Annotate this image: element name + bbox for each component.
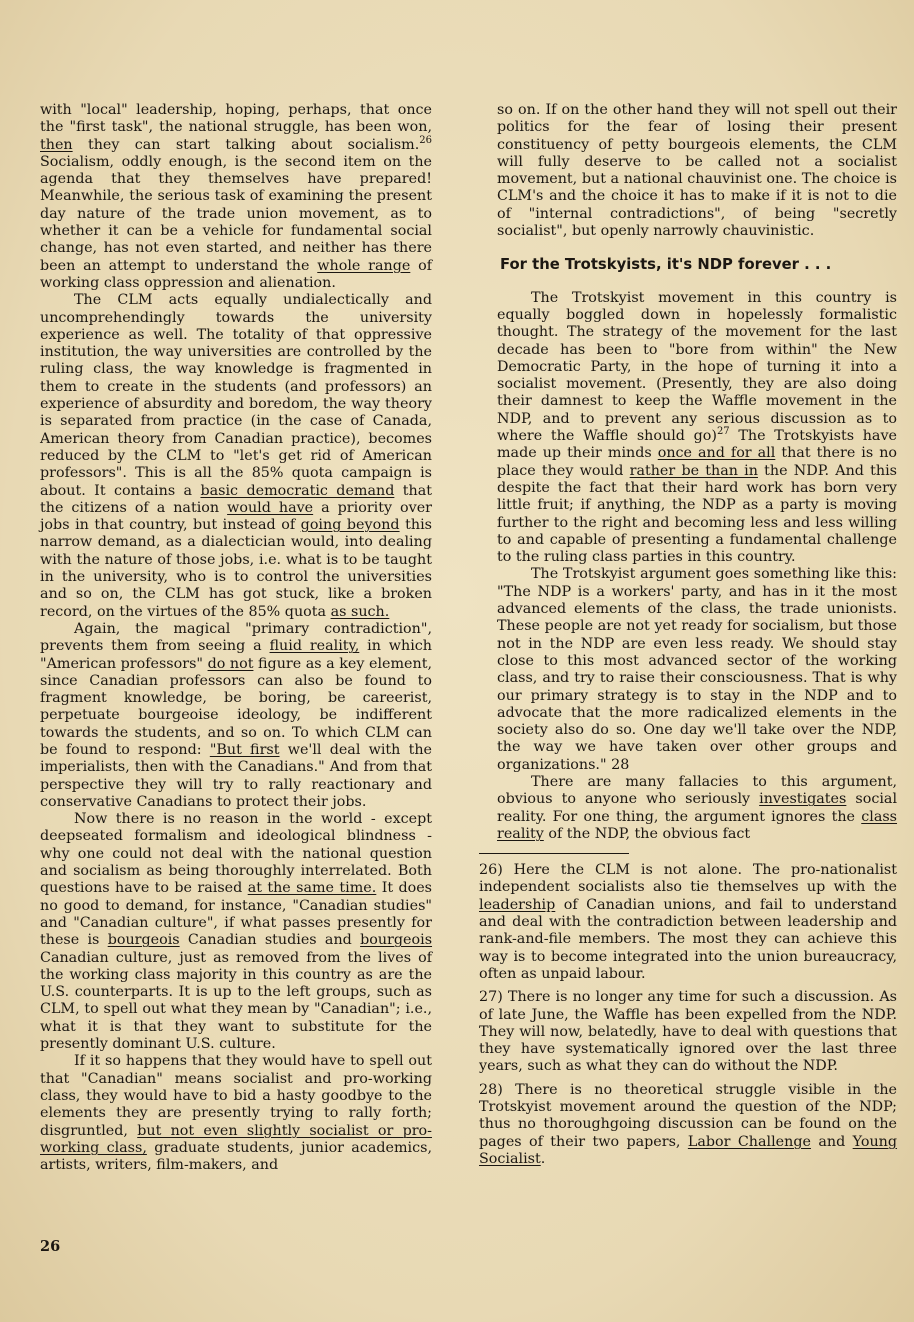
- footnote-28: 28) There is no theoretical struggle visible in the Trotskyist movement around the question of the NDP; thus no thoroughgoing discussion can be found on the pages of their two papers, Labor Challenge and Young Socialist.: [479, 1081, 898, 1167]
- paragraph: with "local" leadership, hoping, perhaps, that once the "first task", the national struggle, has been won, then they can start talking about socialism.$^{26}$ Socialism, oddly enough, is the second item on the agenda that they themselves have prepared! Meanwhile, the serious task of examining the present day nature of the trade union movement, as to whether it can be a vehicle for fundamental social change, has not even started, and neither has there been an attempt to understand the whole range of working class oppression and alienation.: [40, 102, 433, 291]
- right-column: [479, 102, 898, 1174]
- page-number: 26: [40, 1238, 61, 1255]
- paragraph: Now there is no reason in the world - except deepseated formalism and ideological blindness - why one could not deal with the national question and socialism as being thoroughly interrelated. Both questions have to be raised at the same time. It does no good to demand, for instance, "Canadian studies" and "Canadian culture", if what passes presently for these is bourgeois Canadian studies and bourgeois Canadian culture, just as removed from the lives of the working class majority in this country as are the U.S. counterparts. It is up to the left groups, such as CLM, to spell out what they mean by "Canadian"; i.e., what it is that they want to substitute for the presently dominant U.S. culture.: [40, 811, 433, 1053]
- footnote-27: 27) There is no longer any time for such a discussion. As of late June, the Waffle has been expelled from the NDP. They will now, belatedly, have to deal with questions that they have systematically ignored over the last three years, such as what they can do without the NDP.: [479, 989, 897, 1075]
- paragraph: The CLM acts equally undialectically and uncomprehendingly towards the university experience as well. The totality of that oppressive institution, the way universities are controlled by the ruling class, the way knowledge is fragmented in them to create in the students (and professors) an experience of absurdity and boredom, the way theory is separated from practice (in the case of Canada, American theory from Canadian practice), becomes reduced by the CLM to "let's get rid of American professors". This is all the 85% quota campaign is about. It contains a basic democratic demand that the citizens of a nation would have a priority over jobs in that country, but instead of going beyond this narrow demand, as a dialectician would, into dealing with the nature of those jobs, i.e. what is to be taught in the university, who is to control the universities and so on, the CLM has got stuck, like a broken record, on the virtues of the 85% quota as such.: [40, 292, 433, 620]
- paragraph: so on. If on the other hand they will not spell out their politics for the fear of losing their present constituency of petty bourgeois elements, the CLM will fully deserve to be called not a socialist movement, but a national chauvinist one. The choice is CLM's and the choice it has to make if it is not to die of "internal contradictions", of being "secretly socialist", but openly narrowly chauvinistic.: [497, 102, 897, 240]
- section-heading: For the Trotskyists, it's NDP forever . . .: [500, 256, 832, 274]
- left-column: [40, 102, 432, 1174]
- footnote-divider: [479, 853, 629, 854]
- paragraph: Again, the magical "primary contradiction", prevents them from seeing a fluid reality, in which "American professors" do not figure as a key element, since Canadian professors can also be found to fragment knowledge, be boring, be careerist, perpetuate bourgeoise ideology, be indifferent towards the students, and so on. To which CLM can be found to respond: "But first we'll deal with the imperialists, then with the Canadians." And from that perspective they will try to rally reactionary and conservative Canadians to protect their jobs.: [40, 620, 433, 810]
- footnote-26: 26) Here the CLM is not alone. The pro-nationalist independent socialists also tie themselves up with the leadership of Canadian unions, and fail to understand and deal with the contradiction between leadership and rank-and-file members. The most they can achieve this way is to become integrated into the union bureaucracy, often as unpaid labour.: [479, 862, 897, 982]
- paragraph: The Trotskyist movement in this country is equally boggled down in hopelessly formalistic thought. The strategy of the movement for the last decade has been to "bore from within" the New Democratic Party, in the hope of turning it into a socialist movement. (Presently, they are also doing their damnest to keep the Waffle movement in the NDP, and to prevent any serious discussion as to where the Waffle should go)$^{27}$ The Trotskyists have made up their minds once and for all that there is no place they would rather be than in the NDP. And this despite the fact that their hard work has born very little fruit; if anything, the NDP as a party is moving further to the right and becoming less and less willing to and capable of presenting a fundamental challenge to the ruling class parties in this country.: [497, 289, 898, 566]
- footnote-ref: 28: [611, 756, 630, 773]
- paragraph: If it so happens that they would have to spell out that "Canadian" means socialist and pro-working class, they would have to bid a hasty goodbye to the elements they are presently trying to rally forth; disgruntled, but not even slightly socialist or pro-working class, graduate students, junior academics, artists, writers, film-makers, and: [40, 1053, 432, 1174]
- paragraph: There are many fallacies to this argument, obvious to anyone who seriously investigates social reality. For one thing, the argument ignores the class reality of the NDP, the obvious fact: [497, 773, 898, 842]
- paragraph: The Trotskyist argument goes something like this: "The NDP is a workers' party, and has in it the most advanced elements of the class, the trade unionists. These people are not yet ready for socialism, but those not in the NDP are even less ready. We should stay close to this most advanced sector of the working class, and try to raise their consciousness. That is why our primary strategy is to stay in the NDP and to advocate that the more radicalized elements in the society also do so. One day we'll take over the NDP, the way we have taken over other groups and organizations." 28: [497, 566, 897, 773]
- footnote-ref: 27: [716, 426, 730, 438]
- footnote-ref: 26: [419, 134, 432, 146]
